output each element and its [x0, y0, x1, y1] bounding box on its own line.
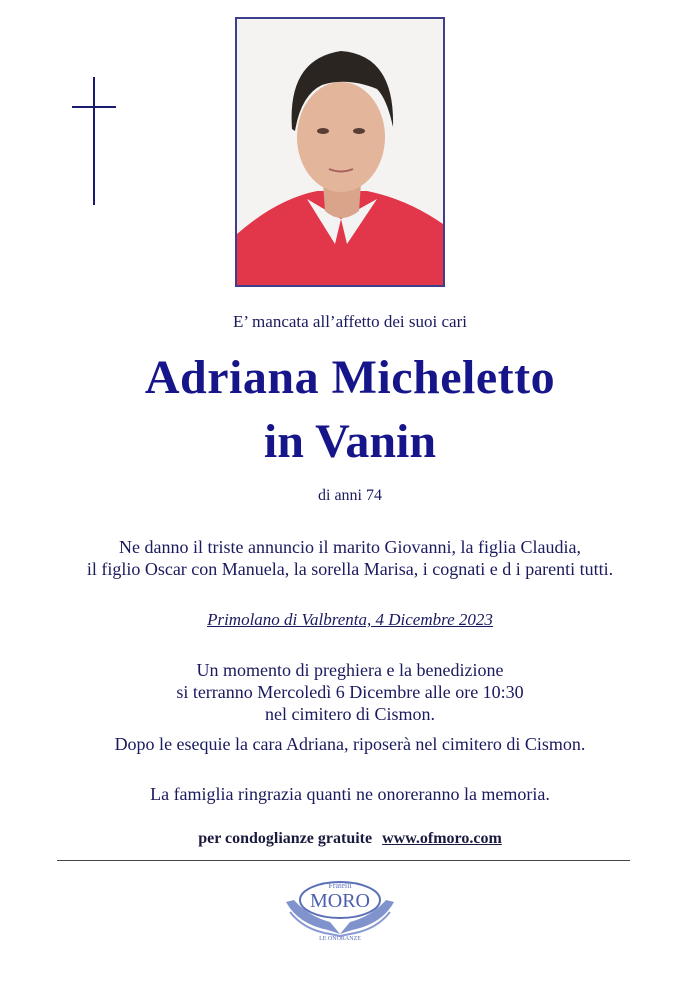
married-name: in Vanin [263, 415, 437, 468]
deceased-name: Adriana Micheletto [144, 351, 556, 404]
announcement-line: Ne danno il triste annuncio il marito Giovanni, la figlia Claudia, [119, 537, 581, 557]
cross-icon [72, 77, 116, 205]
burial-info: Dopo le esequie la cara Adriana, riposerà nel cimitero di Cismon. [114, 734, 586, 754]
condolences-link[interactable]: www.ofmoro.com [382, 830, 502, 847]
ceremony-line: si terranno Mercoledì 6 Dicembre alle ore 10:30 [176, 682, 524, 702]
divider [57, 860, 630, 861]
place-date: Primolano di Valbrenta, 4 Dicembre 2023 [207, 610, 493, 629]
condolences-label: per condoglianze gratuite [198, 830, 373, 847]
age-text: di anni 74 [318, 487, 382, 504]
logo-bottom-text: LE ONORANZE [319, 936, 361, 942]
ceremony-info [0, 659, 700, 725]
announcement-line: il figlio Oscar con Manuela, la sorella Marisa, i cognati e d i parenti tutti. [86, 559, 614, 579]
thanks-text: La famiglia ringrazia quanti ne onoreranno la memoria. [150, 784, 550, 804]
ceremony-line: Un momento di preghiera e la benedizione [196, 660, 504, 680]
announcement [0, 536, 700, 580]
logo-main-text: MORO [309, 890, 371, 912]
portrait-illustration [237, 19, 443, 285]
logo-top-text: Fratelli [328, 881, 352, 890]
portrait-photo [235, 17, 445, 287]
condolences-line [0, 830, 700, 848]
funeral-home-logo [280, 872, 400, 942]
ceremony-line: nel cimitero di Cismon. [265, 704, 435, 724]
intro-text: E’ mancata all’affetto dei suoi cari [233, 312, 467, 331]
